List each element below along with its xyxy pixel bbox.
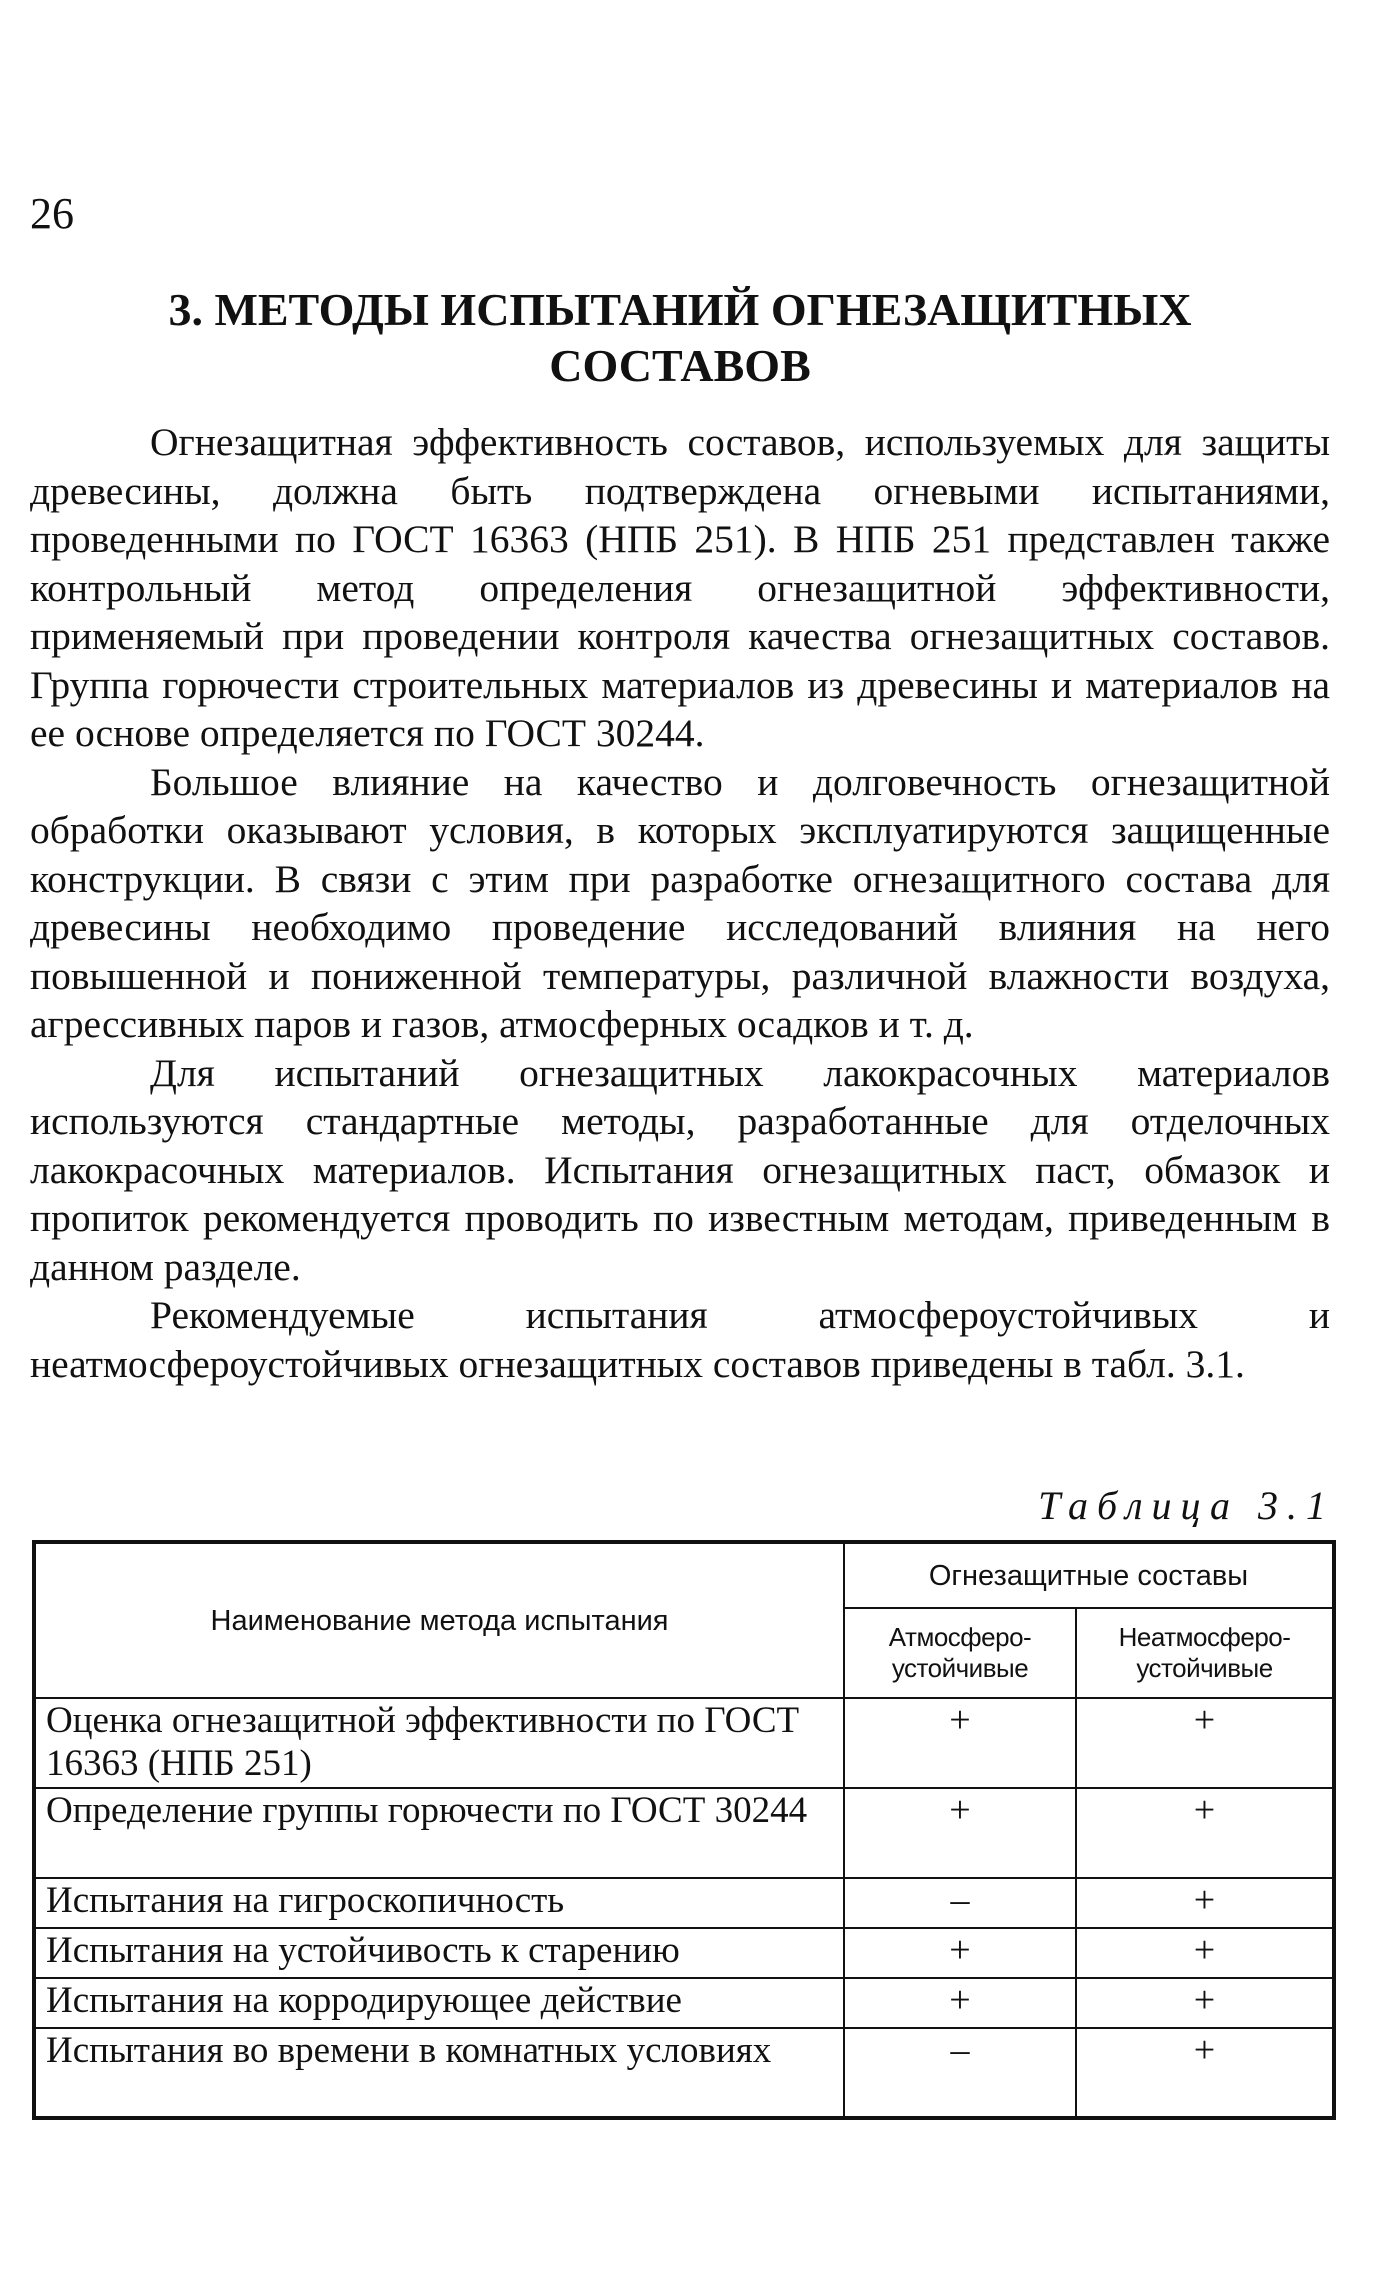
header-fire-retardant-compositions: Огнезащитные составы [844, 1542, 1334, 1608]
table-caption: Таблица 3.1 [1038, 1483, 1335, 1528]
weather-resistant-cell: – [844, 2028, 1076, 2118]
non-weather-resistant-cell: + [1076, 1698, 1334, 1788]
header-weather-resistant: Атмосферо-устойчивые [844, 1608, 1076, 1698]
paragraph-4: Рекомендуемые испытания атмосфероустойчивых и неатмосфероустойчивых огнезащитных составов приведены в табл. 3.1. [30, 1293, 1330, 1386]
method-cell: Испытания на устойчивость к старению [34, 1928, 844, 1978]
non-weather-resistant-cell: + [1076, 1878, 1334, 1928]
table-row [34, 1878, 1334, 1928]
table-row [34, 1928, 1334, 1978]
header-method-name: Наименование метода испытания [34, 1542, 844, 1698]
non-weather-resistant-cell: + [1076, 1978, 1334, 2028]
method-cell: Испытания во времени в комнатных условиях [34, 2028, 844, 2118]
body-text [30, 418, 1330, 1388]
paragraph-2: Большое влияние на качество и долговечность огнезащитной обработки оказывают условия, в которых эксплуатируются защищенные конструкции. В связи с этим при разработке огнезащитного состава для древесины необходимо проведение исследований влияния на него повышенной и пониженной температуры, различной влажности воздуха, агрессивных паров и газов, атмосферных осадков и т. д. [30, 759, 1330, 1046]
non-weather-resistant-cell: + [1076, 2028, 1334, 2118]
method-cell: Испытания на гигроскопичность [34, 1878, 844, 1928]
weather-resistant-cell: + [844, 1788, 1076, 1878]
weather-resistant-cell: + [844, 1978, 1076, 2028]
table-row [34, 1698, 1334, 1788]
non-weather-resistant-cell: + [1076, 1788, 1334, 1878]
header-non-weather-resistant: Неатмосферо-устойчивые [1076, 1608, 1334, 1698]
method-cell: Определение группы горючести по ГОСТ 30244 [34, 1788, 844, 1878]
weather-resistant-cell: + [844, 1698, 1076, 1788]
table-header-row-1 [34, 1542, 1334, 1608]
test-methods-table [32, 1540, 1336, 2120]
section-title-line-1: 3. МЕТОДЫ ИСПЫТАНИЙ ОГНЕЗАЩИТНЫХ [168, 284, 1192, 335]
table-row [34, 1788, 1334, 1878]
non-weather-resistant-cell: + [1076, 1928, 1334, 1978]
section-title [30, 282, 1330, 394]
method-cell: Испытания на корродирующее действие [34, 1978, 844, 2028]
table-row [34, 1978, 1334, 2028]
method-cell: Оценка огнезащитной эффективности по ГОСТ 16363 (НПБ 251) [34, 1698, 844, 1788]
section-title-line-2: СОСТАВОВ [549, 340, 811, 391]
weather-resistant-cell: – [844, 1878, 1076, 1928]
table-row [34, 2028, 1334, 2118]
paragraph-1: Огнезащитная эффективность составов, используемых для защиты древесины, должна быть подтверждена огневыми испытаниями, проведенными по ГОСТ 16363 (НПБ 251). В НПБ 251 представлен также контрольный метод определения огнезащитной эффективности, применяемый при проведении контроля качества огнезащитных составов. Группа горючести строительных материалов из древесины и материалов на ее основе определяется по ГОСТ 30244. [30, 420, 1330, 755]
paragraph-3: Для испытаний огнезащитных лакокрасочных материалов используются стандартные методы, разработанные для отделочных лакокрасочных материалов. Испытания огнезащитных паст, обмазок и пропиток рекомендуется проводить по известным методам, приведенным в данном разделе. [30, 1050, 1330, 1289]
weather-resistant-cell: + [844, 1928, 1076, 1978]
page-number: 26 [30, 189, 74, 238]
